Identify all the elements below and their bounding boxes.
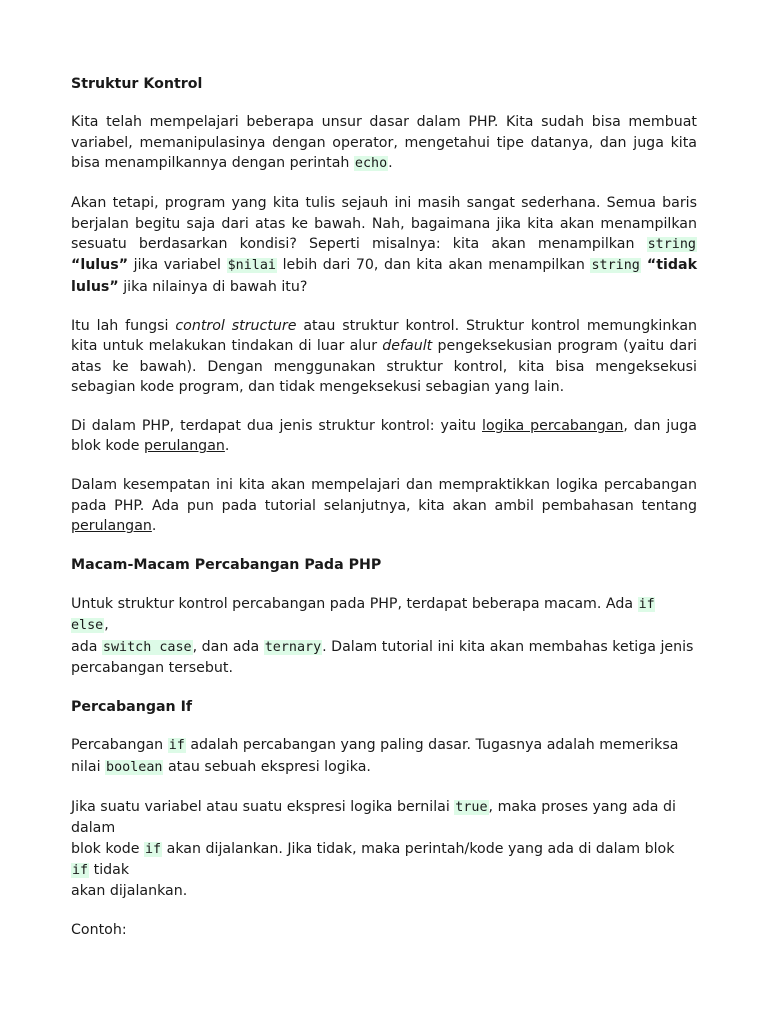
text: akan dijalankan. Jika tidak, maka perintah/kode yang ada di dalam blok (162, 840, 675, 857)
text: Jika suatu variabel atau suatu ekspresi logika bernilai (71, 798, 455, 815)
text: pengeksekusian program (yaitu dari atas ke bawah). Dengan menggunakan struktur kontrol, kita bisa mengeksekusi sebagian kode program, dan tidak mengeksekusi sebagian yang lain. (71, 338, 697, 396)
text: , (104, 617, 109, 634)
text: , maka proses yang ada di dalam (71, 798, 676, 837)
paragraph-jenis-struktur (71, 416, 697, 457)
inline-code-string: string (647, 237, 696, 253)
heading-struktur-kontrol: Struktur Kontrol (71, 76, 203, 92)
bold-tidak-lulus: “tidak lulus” (71, 257, 698, 295)
inline-code-if: if (168, 738, 185, 754)
paragraph-intro (71, 112, 697, 174)
link-logika-percabangan[interactable]: logika percabangan (482, 418, 624, 435)
italic-default: default (382, 338, 433, 355)
inline-code-ternary: ternary (264, 639, 322, 655)
inline-code-if-else: if else (71, 596, 655, 634)
text: akan dijalankan. (71, 883, 188, 900)
text: lebih dari 70, dan kita akan menampilkan (276, 257, 591, 274)
text: Di dalam PHP, terdapat dua jenis struktur kontrol: yaitu (71, 418, 483, 435)
text: . (224, 438, 230, 455)
text: jika variabel (128, 257, 227, 274)
link-perulangan-2[interactable]: perulangan (71, 518, 152, 535)
text: Untuk struktur kontrol percabangan pada PHP, terdapat beberapa macam. Ada (71, 595, 638, 612)
inline-code-if-3: if (72, 862, 89, 878)
text: ada (71, 638, 102, 655)
text: Itu lah fungsi (71, 317, 176, 334)
paragraph-macam (71, 594, 697, 679)
paragraph-motivation (71, 193, 697, 297)
paragraph-control-structure (71, 316, 697, 398)
inline-code-if-2: if (145, 841, 162, 857)
text: atau sebuah ekspresi logika. (163, 758, 371, 775)
text: Akan tetapi, program yang kita tulis sejauh ini masih sangat sederhana. Semua baris berjalan begitu saja dari atas ke bawah. Nah, bagaimana jika kita akan menampilkan sesuatu berdasarkan kondisi? Seperti misalnya: kita akan menampilkan (71, 195, 697, 253)
text: Kita telah mempelajari beberapa unsur dasar dalam PHP. Kita sudah bisa membuat variabel, memanipulasinya dengan operator, mengetahui tipe datanya, dan juga kita bisa menampilkannya dengan perintah (71, 114, 697, 172)
text: jika nilainya di bawah itu? (118, 278, 308, 295)
paragraph-kesempatan (71, 475, 697, 536)
text: , dan juga blok kode (71, 418, 698, 455)
text: . Dalam tutorial ini kita akan membahas ketiga jenis (322, 638, 694, 655)
text: adalah percabangan yang paling dasar. Tugasnya adalah memeriksa (185, 737, 679, 754)
text: Dalam kesempatan ini kita akan mempelajari dan mempraktikkan logika percabangan pada PHP. Ada pun pada tutorial selanjutnya, kita akan ambil pembahasan tentang (71, 477, 697, 514)
inline-code-string-2: string (591, 258, 640, 274)
inline-code-switch-case: switch case (102, 639, 192, 655)
inline-code-true: true (455, 799, 488, 815)
italic-control-structure: control structure (175, 317, 297, 334)
paragraph-if-true (71, 797, 697, 902)
text: , dan ada (192, 638, 264, 655)
heading-macam-percabangan: Macam-Macam Percabangan Pada PHP (71, 557, 382, 574)
text: . (388, 155, 393, 172)
text: percabangan tersebut. (71, 659, 233, 676)
paragraph-contoh: Contoh: (71, 922, 127, 939)
paragraph-if-dasar (71, 735, 697, 778)
bold-lulus: “lulus” (71, 257, 129, 274)
document-page (71, 74, 697, 959)
text: Percabangan (71, 737, 168, 754)
text: blok kode (71, 840, 144, 857)
text: nilai (71, 758, 106, 775)
text: . (151, 518, 157, 535)
inline-code-echo: echo (354, 156, 388, 172)
inline-code-boolean: boolean (106, 759, 163, 775)
text: atau struktur kontrol. Struktur kontrol memungkinkan kita untuk melakukan tindakan di luar alur (71, 317, 698, 355)
link-perulangan[interactable]: perulangan (144, 438, 225, 455)
inline-code-nilai: $nilai (227, 258, 276, 274)
heading-percabangan-if: Percabangan If (71, 698, 193, 715)
text: tidak (89, 861, 130, 878)
